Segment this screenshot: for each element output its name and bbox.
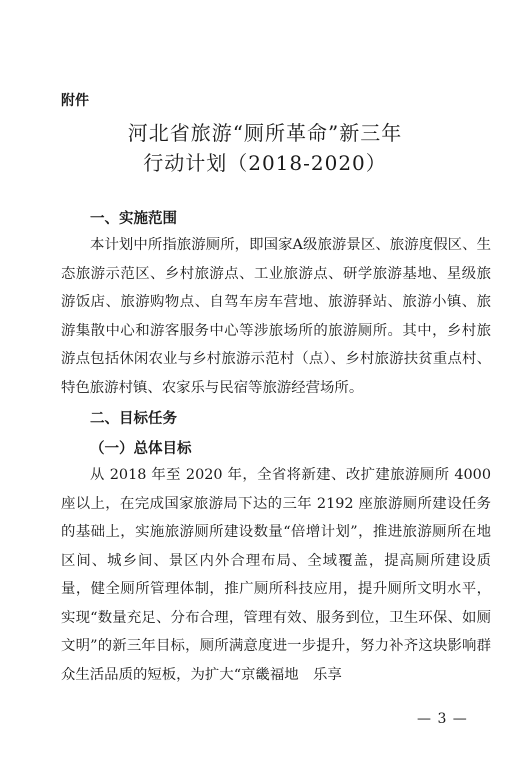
document-title-line-1: 河北省旅游“厕所革命”新三年 (127, 121, 403, 145)
section-2-heading: 二、目标任务 (90, 411, 177, 427)
section-2-subheading: （一）总体目标 (90, 440, 192, 457)
section-1-heading: 一、实施范围 (90, 211, 177, 227)
page-number: — 3 — (417, 711, 468, 727)
attachment-label: 附件 (61, 93, 89, 109)
section-1-paragraph: 本计划中所指旅游厕所，即国家A级旅游景区、旅游度假区、生态旅游示范区、乡村旅游点、工业旅游点、研学旅游基地、星级旅游饭店、旅游购物点、自驾车房车营地、旅游驿站、旅游小镇、旅游集散中心和游客服务中心等涉旅场所的旅游厕所。其中，乡村旅游点包括休闲农业与乡村旅游示范村（点）、乡村旅游扶贫重点村、特色旅游村镇、农家乐与民宿等旅游经营场所。 (61, 237, 491, 396)
document-title-line-2: 行动计划（2018-2020） (143, 151, 387, 175)
section-2-paragraph: 从 2018 年至 2020 年，全省将新建、改扩建旅游厕所 4000 座以上，在完成国家旅游局下达的三年 2192 座旅游厕所建设任务的基础上，实施旅游厕所建设数量“倍增计划”，推进旅游厕所在地区间、城乡间、景区内外合理布局、全域覆盖，提高厕所建设质量，健全厕所管理体制，推广厕所科技应用，提升厕所文明水平，实现“数量充足、分布合理，管理有效、服务到位，卫生环保、如厕文明”的新三年目标，厕所满意度进一步提升，努力补齐这块影响群众生活品质的短板，为扩大“京畿福地 乐享 (61, 467, 491, 683)
